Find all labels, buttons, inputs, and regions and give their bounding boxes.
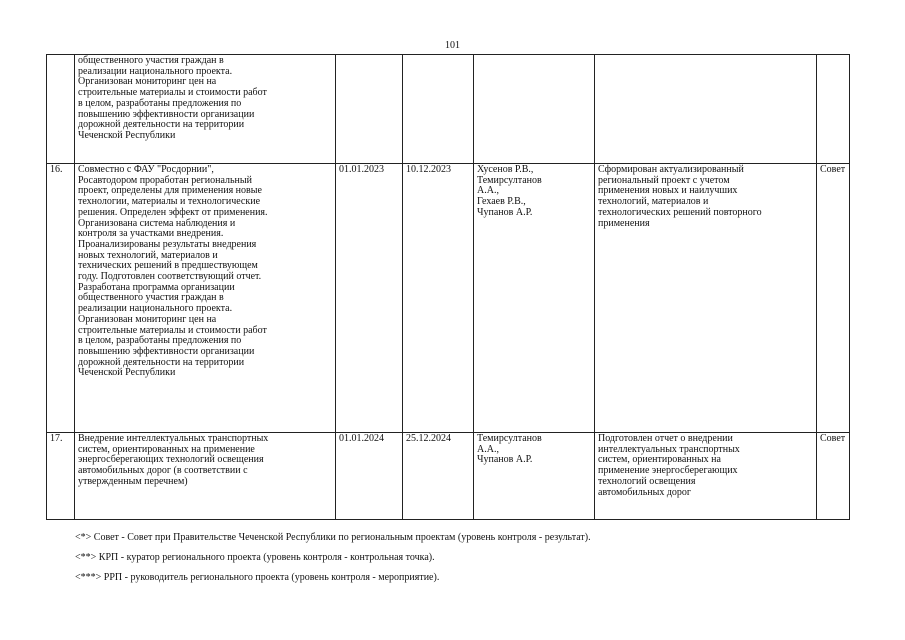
table-row	[47, 433, 850, 520]
control-level: Совет	[817, 433, 850, 520]
responsible-persons	[474, 55, 595, 164]
responsible-persons: Хусенов Р.В., Темирсултанов А.А., Гехаев Р.В., Чупанов А.Р.	[474, 164, 595, 433]
table-row	[47, 164, 850, 433]
activity-description: общественного участия граждан в реализации национального проекта. Организован мониторинг цен на строительные материалы и стоимости работ в целом, разработаны предложения по повышению эффективности организации дорожной деятельности на территории Чеченской Республики	[75, 55, 336, 164]
row-number	[47, 55, 75, 164]
row-number: 16.	[47, 164, 75, 433]
row-number: 17.	[47, 433, 75, 520]
table-row	[47, 55, 850, 164]
start-date: 01.01.2024	[336, 433, 403, 520]
expected-result	[595, 55, 817, 164]
activity-description: Внедрение интеллектуальных транспортных систем, ориентированных на применение энергосберегающих технологий освещения автомобильных дорог (в соответствии с утвержденным перечнем)	[75, 433, 336, 520]
expected-result: Подготовлен отчет о внедрении интеллектуальных транспортных систем, ориентированных на применение энергосберегающих технологий освещения автомобильных дорог	[595, 433, 817, 520]
control-level	[817, 55, 850, 164]
footnotes	[75, 532, 591, 592]
activity-description: Совместно с ФАУ "Росдорнии", Росавтодором проработан региональный проект, определены для применения новые технологии, материалы и технологические решения. Определен эффект от применения. Организована система наблюдения и контроля за участками внедрения. Проанализированы результаты внедрения новых технологий, материалов и технических решений в предшествующем году. Подготовлен соответствующий отчет. Разработана программа организации общественного участия граждан в реализации национального проекта. Организован мониторинг цен на строительные материалы и стоимости работ в целом, разработаны предложения по повышению эффективности организации дорожной деятельности на территории Чеченской Республики	[75, 164, 336, 433]
page-number: 101	[445, 40, 460, 51]
responsible-persons: Темирсултанов А.А., Чупанов А.Р.	[474, 433, 595, 520]
footnote: <***> РРП - руководитель регионального проекта (уровень контроля - мероприятие).	[75, 572, 440, 583]
control-level: Совет	[817, 164, 850, 433]
footnote: <*> Совет - Совет при Правительстве Чеченской Республики по региональным проектам (уровень контроля - результат).	[75, 532, 591, 543]
project-activities-table	[46, 54, 850, 520]
end-date: 25.12.2024	[403, 433, 474, 520]
end-date	[403, 55, 474, 164]
footnote: <**> КРП - куратор регионального проекта (уровень контроля - контрольная точка).	[75, 552, 435, 563]
start-date: 01.01.2023	[336, 164, 403, 433]
start-date	[336, 55, 403, 164]
expected-result: Сформирован актуализированный региональный проект с учетом применения новых и наилучших технологий, материалов и технологических решений повторного применения	[595, 164, 817, 433]
end-date: 10.12.2023	[403, 164, 474, 433]
